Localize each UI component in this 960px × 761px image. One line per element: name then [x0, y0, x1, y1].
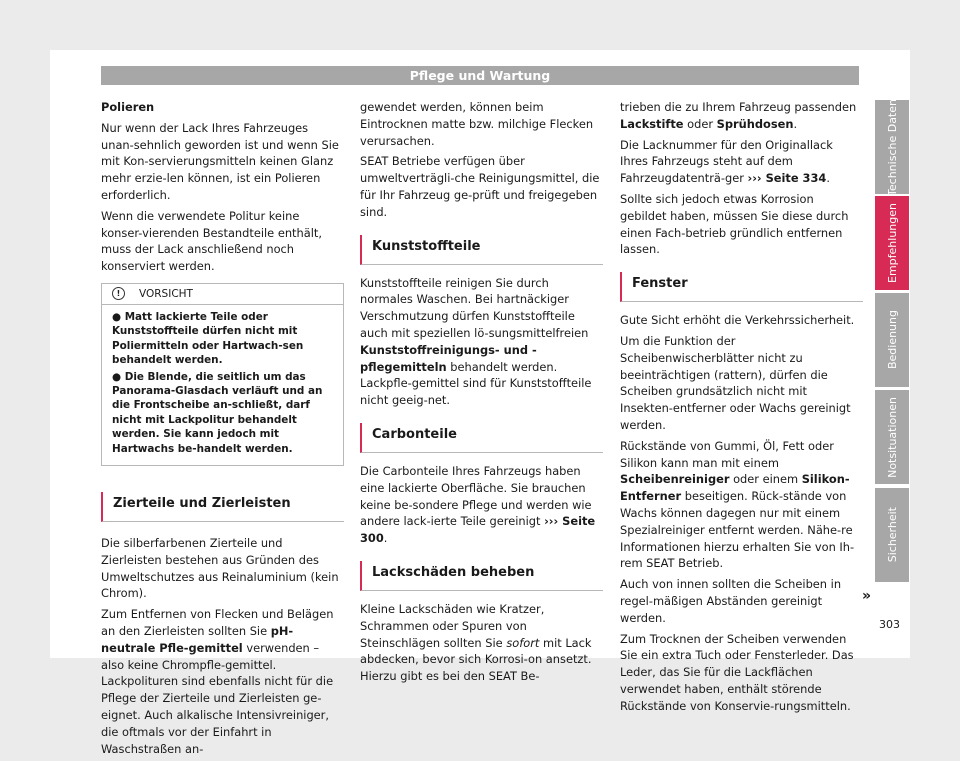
- paragraph: gewendet werden, können beim Eintrocknen matte bzw. milchige Flecken verursachen.: [360, 100, 594, 148]
- paragraph: Kleine Lackschäden wie Kratzer, Schrammen oder Spuren von Steinschlägen sollten Sie sofort mit Lack abdecken, bevor sich Korrosi-on ansetzt. Hierzu gibt es bei den SEAT Be-: [360, 601, 592, 684]
- tab-empfehlungen[interactable]: Empfehlungen: [875, 196, 909, 290]
- paragraph: Die Lacknummer für den Originallack Ihres Fahrzeugs steht auf dem Fahrzeugdatenträ-ger ››› Seite 334.: [620, 137, 833, 186]
- subheading-polieren: Polieren: [101, 100, 155, 114]
- paragraph: SEAT Betriebe verfügen über umweltverträgli-che Reinigungsmittel, die für Ihr Fahrzeug ge-prüft und freigegeben sind.: [360, 154, 600, 219]
- column-2: [360, 99, 603, 689]
- section-heading-zierteile: Zierteile und Zierleisten: [101, 492, 344, 522]
- page-number: 303: [879, 618, 900, 631]
- page-header: Pflege und Wartung: [101, 66, 859, 85]
- caution-header: [102, 284, 343, 305]
- paragraph: Um die Funktion der Scheibenwischerblätter nicht zu beeinträchtigen (rattern), dürfen die Scheiben grundsätzlich nicht mit Insekten-entferner oder Wachs gereinigt werden.: [620, 333, 851, 432]
- column-3: [620, 99, 863, 719]
- section-heading-fenster: Fenster: [620, 272, 863, 302]
- paragraph: Rückstände von Gummi, Öl, Fett oder Silikon kann man mit einem Scheibenreiniger oder einem Silikon-Entferner beseitigen. Rück-stände von Wachs können dagegen nur mit einem Spezialreiniger entfernt werden. Nähe-re Informationen hierzu erhalten Sie von Ih-rem SEAT Betrieb.: [620, 438, 855, 571]
- tab-technische-daten[interactable]: Technische Daten: [875, 100, 909, 194]
- paragraph: Gute Sicht erhöht die Verkehrssicherheit.: [620, 313, 855, 328]
- paragraph: Die silberfarbenen Zierteile und Zierleisten bestehen aus Gründen des Umweltschutzes aus Reinaluminium (kein Chrom).: [101, 536, 339, 601]
- paragraph: Wenn die verwendete Politur keine konser-vierenden Bestandteile enthält, muss der Lack anschließend noch konserviert werden.: [101, 208, 322, 274]
- paragraph: Zum Entfernen von Flecken und Belägen an den Zierleisten sollten Sie pH-neutrale Pfle-gemittel verwenden – also keine Chrompfle-gemittel. Lackpolituren sind ebenfalls nicht für die Pflege der Zierteile und Zierleisten ge-eignet. Auch alkalische Intensivreiniger, die oftmals vor der Einfahrt in Waschstraßen an-: [101, 607, 334, 756]
- page-link[interactable]: ››› Seite 300: [360, 514, 596, 546]
- caution-label: VORSICHT: [139, 287, 193, 300]
- paragraph: Kunststoffteile reinigen Sie durch normales Waschen. Bei hartnäckiger Verschmutzung dürfen Kunststoffteile auch mit speziellen lö-sungsmittelfreien Kunststoffreinigungs- und -pflegemitteln behandelt werden. Lackpfle-gemittel sind für Kunststoffteile nicht geeig-net.: [360, 275, 592, 408]
- section-heading-lackschaeden: Lackschäden beheben: [360, 561, 603, 591]
- tab-sicherheit[interactable]: Sicherheit: [875, 488, 909, 582]
- paragraph: Sollte sich jedoch etwas Korrosion gebildet haben, müssen Sie diese durch einen Fach-betrieb gründlich entfernen lassen.: [620, 191, 849, 257]
- continue-marker: »: [862, 588, 872, 604]
- section-heading-kunststoffteile: Kunststoffteile: [360, 235, 603, 265]
- warning-icon: !: [112, 287, 125, 300]
- paragraph: Zum Trocknen der Scheiben verwenden Sie ein extra Tuch oder Fensterleder. Das Leder, das Sie für die Lackflächen verwendet haben, enthält störende Rückstände von Konservie-rungsmitteln.: [620, 631, 854, 713]
- page-link[interactable]: ››› Seite 334: [747, 171, 827, 186]
- paragraph: Nur wenn der Lack Ihres Fahrzeuges unan-sehnlich geworden ist und wenn Sie mit Kon-servierungsmitteln keinen Glanz mehr erzie-len können, ist ein Polieren erforderlich.: [101, 120, 339, 202]
- caution-item: ● Die Blende, die seitlich um das Panorama-Glasdach verläuft und an die Frontscheibe an-schließt, darf nicht mit Lackpolitur behandelt werden. Sie kann jedoch mit Hartwachs be-handelt werden.: [112, 370, 323, 455]
- column-1: [101, 99, 344, 761]
- paragraph: trieben die zu Ihrem Fahrzeug passenden Lackstifte oder Sprühdosen.: [620, 100, 857, 131]
- caution-body: [102, 305, 343, 465]
- caution-item: ● Matt lackierte Teile oder Kunststoffteile dürfen nicht mit Poliermitteln oder Hartwach-sen behandelt werden.: [112, 310, 304, 367]
- paragraph: Auch von innen sollten die Scheiben in regel-mäßigen Abständen gereinigt werden.: [620, 577, 842, 625]
- section-heading-carbonteile: Carbonteile: [360, 423, 603, 453]
- tab-notsituationen[interactable]: Notsituationen: [875, 390, 909, 484]
- tab-bedienung[interactable]: Bedienung: [875, 293, 909, 387]
- caution-box: [101, 283, 344, 466]
- paragraph: Die Carbonteile Ihres Fahrzeugs haben eine lackierte Oberfläche. Sie brauchen keine be-sondere Pflege und werden wie andere lack-ierte Teile gereinigt ››› Seite 300.: [360, 463, 596, 546]
